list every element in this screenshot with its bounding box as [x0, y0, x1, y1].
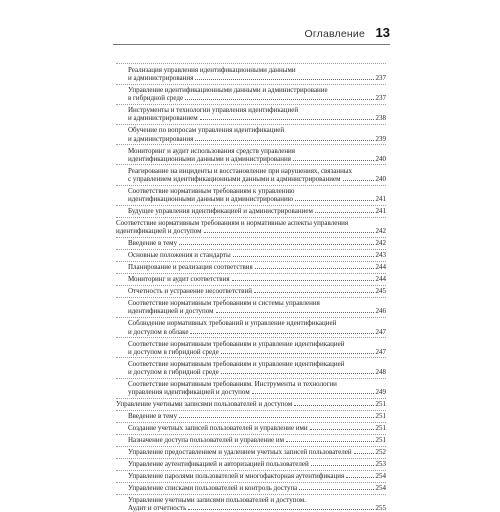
- toc-page-number: 252: [375, 448, 386, 457]
- dot-leader: [190, 333, 373, 334]
- toc-entry-text: идентификационными данными и администрированию: [128, 195, 293, 204]
- toc-separator: [116, 482, 386, 483]
- toc-entry-text: Введение в тему: [128, 239, 178, 248]
- toc-subsection-entry[interactable]: [116, 472, 386, 480]
- toc-subsection-entry[interactable]: [116, 239, 386, 247]
- toc-page-number: 255: [375, 504, 386, 512]
- toc-subsection-entry[interactable]: [116, 360, 386, 376]
- toc-entry-text: Управление списками пользователей и контроль доступа: [128, 484, 298, 493]
- toc-separator: [116, 422, 386, 423]
- toc-separator: [116, 410, 386, 411]
- toc-separator: [116, 398, 386, 399]
- toc-separator: [116, 104, 386, 105]
- toc-page-number: 241: [375, 207, 386, 216]
- toc-entry-text: Соответствие нормативным требованиям и управление идентификацией: [128, 339, 345, 348]
- toc-page-number: 251: [375, 436, 386, 445]
- page-header: [0, 0, 500, 44]
- toc-entry-text: Введение в тему: [128, 412, 178, 421]
- toc-page-number: 240: [375, 174, 386, 183]
- toc-page-number: 248: [375, 367, 386, 376]
- toc-entry-text: идентификационными данными и администрирования: [128, 154, 291, 163]
- toc-separator: [116, 337, 386, 338]
- toc-entry-text: Управление идентификационными данными и администрирование: [128, 85, 328, 94]
- toc-entry-text: Обучение по вопросам управления идентификацией: [128, 126, 285, 135]
- toc-separator: [116, 185, 386, 186]
- toc-page-number: 237: [375, 73, 386, 82]
- toc-entry-text: и администрирования: [128, 134, 194, 143]
- toc-subsection-entry[interactable]: [116, 187, 386, 203]
- dot-leader: [295, 200, 374, 201]
- dot-leader: [188, 509, 373, 510]
- toc-page-number: 240: [375, 154, 386, 163]
- toc-section-entry[interactable]: [116, 219, 386, 235]
- dot-leader: [293, 160, 374, 161]
- toc-entry-text: Реагирование на инциденты и восстановление при нарушениях, связанных: [128, 166, 353, 175]
- dot-leader: [310, 429, 374, 430]
- toc-separator: [116, 273, 386, 274]
- toc-separator: [116, 205, 386, 206]
- toc-subsection-entry[interactable]: [116, 484, 386, 492]
- toc-page-number: 244: [375, 275, 386, 284]
- toc-separator: [116, 357, 386, 358]
- toc-page-number: 249: [375, 388, 386, 397]
- toc-subsection-entry[interactable]: [116, 147, 386, 163]
- toc-page-number: 238: [375, 114, 386, 123]
- toc-subsection-entry[interactable]: [116, 299, 386, 315]
- toc-entry-text: Аудит и отчетность: [128, 504, 187, 512]
- toc-subsection-entry[interactable]: [116, 412, 386, 420]
- toc-subsection-entry[interactable]: [116, 66, 386, 82]
- toc-separator: [116, 285, 386, 286]
- toc-entry-text: управления идентификацией и доступом: [128, 388, 250, 397]
- toc-entry-text: и администрирования: [128, 73, 194, 82]
- toc-page-number: 247: [375, 327, 386, 336]
- toc-entry-text: Реализация управления идентификационными данными: [128, 65, 296, 74]
- dot-leader: [346, 477, 373, 478]
- toc-separator: [116, 458, 386, 459]
- toc-separator: [116, 84, 386, 85]
- toc-section-entry[interactable]: [116, 400, 386, 408]
- dot-leader: [221, 353, 374, 354]
- toc-separator: [116, 470, 386, 471]
- toc-subsection-entry[interactable]: [116, 275, 386, 283]
- toc-page-number: 253: [375, 460, 386, 469]
- toc-entry-text: Соблюдение нормативных требований и управление идентификацией: [128, 319, 337, 328]
- toc-separator: [116, 124, 386, 125]
- toc-separator: [116, 164, 386, 165]
- dot-leader: [221, 373, 374, 374]
- toc-entry-text: Основные положения и стандарты: [128, 251, 231, 260]
- toc-entry-text: и доступом в гибридной среде: [128, 367, 219, 376]
- toc-entry-text: Назначение доступа пользователей и управление им: [128, 436, 285, 445]
- toc-separator: [116, 249, 386, 250]
- toc-separator: [116, 378, 386, 379]
- toc-page-number: 242: [375, 227, 386, 236]
- toc-subsection-entry[interactable]: [116, 106, 386, 122]
- dot-leader: [311, 465, 374, 466]
- dot-leader: [195, 140, 373, 141]
- toc-entry-text: Управление учетными записями пользователей и доступом.: [128, 496, 307, 504]
- toc-entry-text: Мониторинг и аудит использования средств управления: [128, 146, 296, 155]
- toc-subsection-entry[interactable]: [116, 436, 386, 444]
- toc-entry-text: Соответствие нормативным требованиям и управление идентификацией: [128, 359, 345, 368]
- toc-entry-text: и доступом в гибридной среде: [128, 347, 219, 356]
- toc-separator: [116, 297, 386, 298]
- toc-page-number: 241: [375, 195, 386, 204]
- toc-entry-text: Управление предоставлением и удалением учетных записей пользователей: [128, 448, 352, 457]
- page-number: 13: [375, 25, 390, 40]
- toc-page-number: 237: [375, 94, 386, 103]
- toc-subsection-entry[interactable]: [116, 496, 386, 512]
- toc-subsection-entry[interactable]: [116, 263, 386, 271]
- toc-entry-text: Инструменты и технологии управления идентификацией: [128, 106, 299, 115]
- toc-separator: [116, 144, 386, 145]
- toc-subsection-entry[interactable]: [116, 126, 386, 142]
- toc-separator: [116, 237, 386, 238]
- dot-leader: [254, 292, 374, 293]
- table-of-contents: [116, 62, 386, 512]
- toc-separator: [116, 63, 386, 64]
- dot-leader: [179, 244, 373, 245]
- toc-separator: [116, 217, 386, 218]
- toc-subsection-entry[interactable]: [116, 380, 386, 396]
- toc-separator: [116, 446, 386, 447]
- toc-entry-text: идентификацией и доступом: [116, 227, 202, 236]
- toc-page-number: 254: [375, 472, 386, 481]
- dot-leader: [299, 489, 373, 490]
- toc-separator: [116, 494, 386, 495]
- toc-subsection-entry[interactable]: [116, 207, 386, 215]
- toc-entry-text: Соответствие нормативным требованиям и системы управления: [128, 299, 320, 308]
- dot-leader: [200, 119, 374, 120]
- toc-separator: [116, 317, 386, 318]
- toc-entry-text: с управлением идентификационными данными и администрированием: [128, 174, 341, 183]
- toc-subsection-entry[interactable]: [116, 340, 386, 356]
- toc-separator: [116, 261, 386, 262]
- toc-subsection-entry[interactable]: [116, 424, 386, 432]
- toc-page-number: 245: [375, 287, 386, 296]
- dot-leader: [185, 99, 373, 100]
- dot-leader: [232, 280, 374, 281]
- toc-entry-text: Соответствие нормативным требованиям. Инструменты и технологии: [128, 379, 337, 388]
- dot-leader: [286, 441, 373, 442]
- toc-page-number: 244: [375, 263, 386, 272]
- toc-entry-text: Будущее управления идентификацией и администрированием: [128, 207, 313, 216]
- toc-subsection-entry[interactable]: [116, 460, 386, 468]
- toc-entry-text: идентификацией и доступом: [128, 307, 214, 316]
- toc-entry-text: Управление аутентификацией и авторизацией пользователей: [128, 460, 309, 469]
- toc-entry-text: Отчетность и устранение несоответствий: [128, 287, 252, 296]
- dot-leader: [195, 79, 373, 80]
- toc-page-number: 254: [375, 484, 386, 493]
- dot-leader: [179, 417, 373, 418]
- toc-entry-text: Создание учетных записей пользователей и управление ими: [128, 424, 308, 433]
- dot-leader: [252, 393, 374, 394]
- dot-leader: [294, 405, 373, 406]
- dot-leader: [343, 180, 374, 181]
- toc-entry-text: Соответствие нормативным требованиям и нормативные аспекты управления: [116, 219, 349, 228]
- toc-entry-text: в гибридной среде: [128, 94, 184, 103]
- toc-page-number: 247: [375, 347, 386, 356]
- toc-entry-text: Планирование и реализация соответствия: [128, 263, 253, 272]
- toc-page-number: 243: [375, 251, 386, 260]
- dot-leader: [233, 256, 374, 257]
- dot-leader: [354, 453, 374, 454]
- toc-page-number: 251: [375, 424, 386, 433]
- toc-page-number: 251: [375, 412, 386, 421]
- toc-subsection-entry[interactable]: [116, 251, 386, 259]
- header-rule: [113, 44, 390, 45]
- toc-subsection-entry[interactable]: [116, 448, 386, 456]
- toc-entry-text: Мониторинг и аудит соответствия: [128, 275, 230, 284]
- toc-page-number: 239: [375, 134, 386, 143]
- dot-leader: [315, 212, 374, 213]
- toc-entry-text: и администрированием: [128, 114, 198, 123]
- toc-page-number: 251: [375, 400, 386, 409]
- toc-subsection-entry[interactable]: [116, 86, 386, 102]
- toc-subsection-entry[interactable]: [116, 319, 386, 335]
- running-head-title: Оглавление: [304, 28, 365, 40]
- toc-page-number: 246: [375, 307, 386, 316]
- toc-subsection-entry[interactable]: [116, 167, 386, 183]
- toc-subsection-entry[interactable]: [116, 287, 386, 295]
- dot-leader: [204, 232, 374, 233]
- dot-leader: [255, 268, 374, 269]
- dot-leader: [216, 312, 374, 313]
- toc-page-number: 242: [375, 239, 386, 248]
- toc-separator: [116, 434, 386, 435]
- toc-entry-text: Управление учетными записями пользователей и доступом: [116, 400, 293, 409]
- toc-entry-text: и доступом в облаке: [128, 327, 189, 336]
- toc-entry-text: Соответствие нормативным требованиям к управлению: [128, 186, 295, 195]
- toc-entry-text: Управление паролями пользователей и многофакторная аутентификация: [128, 472, 345, 481]
